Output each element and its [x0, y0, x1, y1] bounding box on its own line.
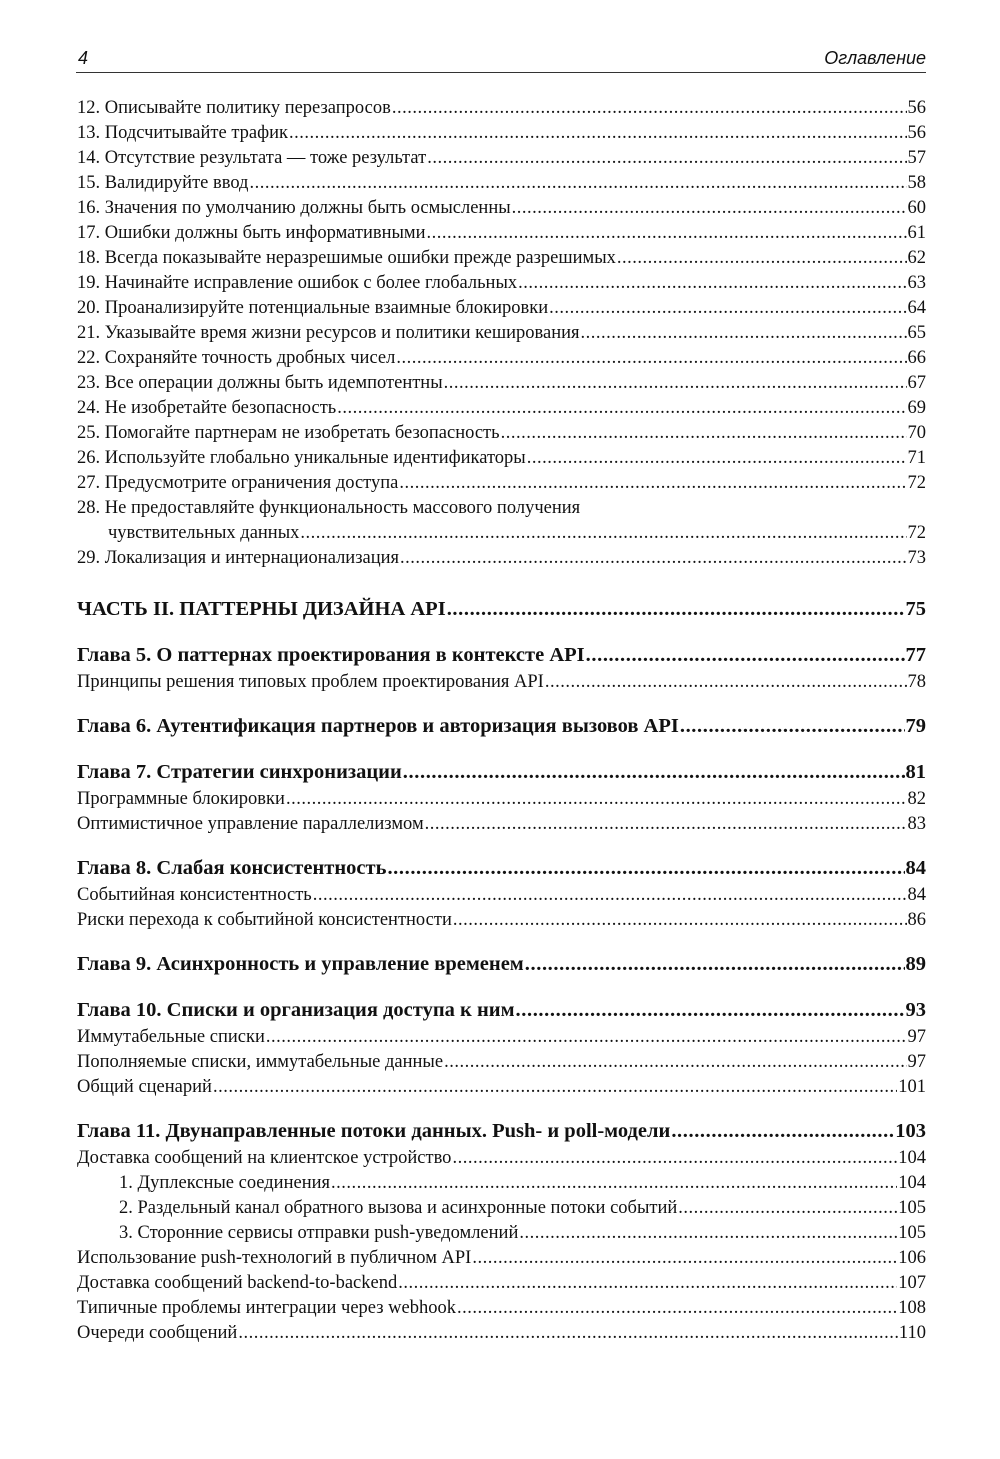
table-of-contents [77, 96, 926, 1346]
dot-leader [586, 640, 905, 670]
dot-leader [518, 271, 906, 296]
toc-entry-page: 82 [907, 789, 926, 809]
toc-chapter-title: Глава 7. Стратегии синхронизации [77, 761, 402, 783]
toc-chapter-heading[interactable] [77, 1116, 926, 1146]
toc-entry-title: Риски перехода к событийной консистентности [77, 910, 452, 930]
toc-entry[interactable] [77, 396, 926, 421]
toc-entry[interactable] [77, 546, 926, 571]
toc-entry[interactable] [77, 812, 926, 837]
toc-chapter-page: 84 [905, 857, 926, 879]
toc-entry-title: Принципы решения типовых проблем проектирования API [77, 672, 544, 692]
toc-entry-page: 86 [907, 910, 926, 930]
toc-chapter-page: 79 [905, 715, 926, 737]
toc-entry-page: 66 [907, 348, 926, 368]
toc-entry-title: Общий сценарий [77, 1077, 212, 1097]
dot-leader [266, 1025, 907, 1050]
dot-leader [387, 853, 904, 883]
toc-entry[interactable] [77, 446, 926, 471]
dot-leader [313, 883, 907, 908]
dot-leader [213, 1075, 897, 1100]
toc-part-title: ЧАСТЬ II. ПАТТЕРНЫ ДИЗАЙНА API [77, 598, 446, 620]
toc-entry[interactable] [77, 1146, 926, 1171]
dot-leader [396, 346, 906, 371]
toc-entry[interactable] [77, 196, 926, 221]
toc-entry-page: 97 [907, 1027, 926, 1047]
toc-entry-title-continued: чувствительных данных [108, 523, 300, 543]
dot-leader [519, 1221, 897, 1246]
toc-entry-title: Программные блокировки [77, 789, 285, 809]
dot-leader [457, 1296, 897, 1321]
dot-leader [399, 471, 906, 496]
toc-entry-page: 63 [907, 273, 926, 293]
dot-leader [444, 1050, 906, 1075]
toc-entry-page: 105 [898, 1198, 926, 1218]
toc-entry-title: 23. Все операции должны быть идемпотентны [77, 373, 443, 393]
toc-entry-page: 84 [907, 885, 926, 905]
dot-leader [444, 371, 907, 396]
toc-entry[interactable] [77, 1246, 926, 1271]
toc-entry[interactable] [77, 670, 926, 695]
toc-entry-title: Пополняемые списки, иммутабельные данные [77, 1052, 444, 1072]
dot-leader [398, 1271, 897, 1296]
toc-entry-page: 65 [907, 323, 926, 343]
toc-entry-page: 110 [898, 1323, 926, 1343]
toc-chapter-title: Глава 6. Аутентификация партнеров и авторизация вызовов API [77, 715, 679, 737]
dot-leader [452, 1146, 897, 1171]
toc-part-heading[interactable] [77, 594, 926, 624]
toc-entry-title: 2. Раздельный канал обратного вызова и асинхронные потоки событий [119, 1198, 678, 1218]
toc-entry[interactable] [77, 221, 926, 246]
dot-leader [680, 711, 905, 741]
dot-leader [238, 1321, 898, 1346]
toc-entry-page: 58 [907, 173, 926, 193]
dot-leader [400, 546, 906, 571]
toc-entry[interactable] [77, 271, 926, 296]
toc-entry[interactable] [77, 883, 926, 908]
dot-leader [501, 421, 907, 446]
toc-entry-title: 1. Дуплексные соединения [119, 1173, 331, 1193]
dot-leader [512, 196, 907, 221]
toc-entry-title: 12. Описывайте политику перезапросов [77, 98, 391, 118]
toc-chapter-heading[interactable] [77, 640, 926, 670]
toc-entry-title: 24. Не изобретайте безопасность [77, 398, 337, 418]
toc-entry-title: 15. Валидируйте ввод [77, 173, 249, 193]
dot-leader [527, 446, 907, 471]
toc-entry[interactable] [77, 421, 926, 446]
toc-entry[interactable] [77, 96, 926, 121]
dot-leader [427, 146, 906, 171]
toc-entry[interactable] [77, 1050, 926, 1075]
dot-leader [617, 246, 907, 271]
toc-chapter-title: Глава 10. Списки и организация доступа к ним [77, 999, 515, 1021]
dot-leader [289, 121, 907, 146]
dot-leader [403, 757, 905, 787]
toc-entry-title: Событийная консистентность [77, 885, 312, 905]
toc-entry-page: 104 [898, 1173, 926, 1193]
toc-entry-page: 61 [907, 223, 926, 243]
dot-leader [300, 521, 906, 546]
dot-leader [516, 995, 905, 1025]
dot-leader [678, 1196, 897, 1221]
dot-leader [581, 321, 907, 346]
toc-chapter-page: 77 [905, 644, 926, 666]
dot-leader [549, 296, 906, 321]
toc-entry-page: 108 [898, 1298, 926, 1318]
toc-entry[interactable] [77, 171, 926, 196]
dot-leader [249, 171, 906, 196]
toc-subentry[interactable] [77, 1221, 926, 1246]
toc-entry-title: Доставка сообщений на клиентское устройство [77, 1148, 452, 1168]
toc-entry-title: Очереди сообщений [77, 1323, 238, 1343]
toc-entry[interactable] [77, 296, 926, 321]
toc-entry-title: 26. Используйте глобально уникальные идентификаторы [77, 448, 526, 468]
toc-entry-page: 60 [907, 198, 926, 218]
toc-entry[interactable] [77, 146, 926, 171]
page-number: 4 [78, 48, 89, 68]
toc-chapter-page: 81 [905, 761, 926, 783]
toc-entry-page: 71 [907, 448, 926, 468]
dot-leader [453, 908, 907, 933]
toc-entry-page: 78 [907, 672, 926, 692]
toc-entry-title: 28. Не предоставляйте функциональность массового получения [77, 498, 581, 518]
toc-entry-line2[interactable] [77, 521, 926, 546]
toc-entry-page: 73 [907, 548, 926, 568]
dot-leader [331, 1171, 897, 1196]
toc-entry-page: 56 [907, 98, 926, 118]
toc-chapter-heading[interactable] [77, 853, 926, 883]
toc-entry-page: 70 [907, 423, 926, 443]
dot-leader [525, 949, 905, 979]
toc-chapter-heading[interactable] [77, 949, 926, 979]
toc-chapter-title: Глава 8. Слабая консистентность [77, 857, 387, 879]
toc-entry-title: 29. Локализация и интернационализация [77, 548, 400, 568]
dot-leader [286, 787, 907, 812]
toc-entry[interactable] [77, 321, 926, 346]
running-title: Оглавление [824, 48, 926, 68]
toc-entry-page: 62 [907, 248, 926, 268]
toc-entry-title: 17. Ошибки должны быть информативными [77, 223, 426, 243]
toc-entry-page: 107 [898, 1273, 926, 1293]
toc-entry-page: 106 [898, 1248, 926, 1268]
toc-subentry[interactable] [77, 1196, 926, 1221]
dot-leader [447, 594, 905, 624]
toc-chapter-page: 93 [905, 999, 926, 1021]
toc-subentry[interactable] [77, 1171, 926, 1196]
toc-entry[interactable] [77, 1271, 926, 1296]
toc-entry-page: 67 [907, 373, 926, 393]
toc-chapter-page: 89 [905, 953, 926, 975]
toc-entry-title: 16. Значения по умолчанию должны быть осмысленны [77, 198, 511, 218]
toc-entry[interactable] [77, 1075, 926, 1100]
toc-chapter-page: 103 [895, 1120, 926, 1142]
dot-leader [545, 670, 907, 695]
toc-entry[interactable] [77, 246, 926, 271]
toc-entry-title: Использование push-технологий в публичном API [77, 1248, 472, 1268]
toc-entry-title: 19. Начинайте исправление ошибок с более глобальных [77, 273, 518, 293]
toc-chapter-title: Глава 5. О паттернах проектирования в контексте API [77, 644, 585, 666]
toc-entry-page: 101 [898, 1077, 926, 1097]
toc-entry-page: 72 [907, 523, 926, 543]
toc-entry-page: 105 [898, 1223, 926, 1243]
toc-entry-page: 64 [907, 298, 926, 318]
dot-leader [392, 96, 907, 121]
dot-leader [337, 396, 906, 421]
toc-entry-page: 69 [907, 398, 926, 418]
toc-entry-title: 3. Сторонние сервисы отправки push-уведомлений [119, 1223, 519, 1243]
toc-chapter-heading[interactable] [77, 995, 926, 1025]
toc-entry[interactable] [77, 787, 926, 812]
toc-entry-title: Иммутабельные списки [77, 1027, 265, 1047]
toc-entry-title: 27. Предусмотрите ограничения доступа [77, 473, 399, 493]
toc-entry-title: Типичные проблемы интеграции через webhook [77, 1298, 456, 1318]
toc-entry-line1[interactable] [77, 496, 926, 521]
page-header [76, 44, 926, 73]
toc-entry-page: 97 [907, 1052, 926, 1072]
toc-entry[interactable] [77, 471, 926, 496]
toc-entry[interactable] [77, 908, 926, 933]
toc-entry-page: 57 [907, 148, 926, 168]
toc-entry-page: 56 [907, 123, 926, 143]
toc-entry[interactable] [77, 346, 926, 371]
toc-entry-title: 20. Проанализируйте потенциальные взаимные блокировки [77, 298, 549, 318]
toc-chapter-title: Глава 11. Двунаправленные потоки данных. Push- и poll-модели [77, 1120, 671, 1142]
toc-chapter-heading[interactable] [77, 711, 926, 741]
toc-entry-page: 72 [907, 473, 926, 493]
toc-entry[interactable] [77, 371, 926, 396]
toc-entry-title: 18. Всегда показывайте неразрешимые ошибки прежде разрешимых [77, 248, 616, 268]
toc-entry-title: 13. Подсчитывайте трафик [77, 123, 288, 143]
dot-leader [425, 812, 907, 837]
toc-entry-title: 25. Помогайте партнерам не изобретать безопасность [77, 423, 500, 443]
toc-entry[interactable] [77, 1321, 926, 1346]
toc-entry-title: 14. Отсутствие результата — тоже результат [77, 148, 427, 168]
dot-leader [427, 221, 907, 246]
toc-entry-title: 22. Сохраняйте точность дробных чисел [77, 348, 396, 368]
toc-entry-title: 21. Указывайте время жизни ресурсов и политики кеширования [77, 323, 580, 343]
toc-chapter-title: Глава 9. Асинхронность и управление временем [77, 953, 524, 975]
dot-leader [472, 1246, 897, 1271]
toc-chapter-heading[interactable] [77, 757, 926, 787]
toc-entry-title: Доставка сообщений backend-to-backend [77, 1273, 398, 1293]
dot-leader [671, 1116, 894, 1146]
toc-entry[interactable] [77, 121, 926, 146]
toc-entry[interactable] [77, 1296, 926, 1321]
toc-entry[interactable] [77, 1025, 926, 1050]
toc-entry-page: 104 [898, 1148, 926, 1168]
toc-part-page: 75 [905, 598, 926, 620]
toc-entry-title: Оптимистичное управление параллелизмом [77, 814, 424, 834]
toc-entry-page: 83 [907, 814, 926, 834]
